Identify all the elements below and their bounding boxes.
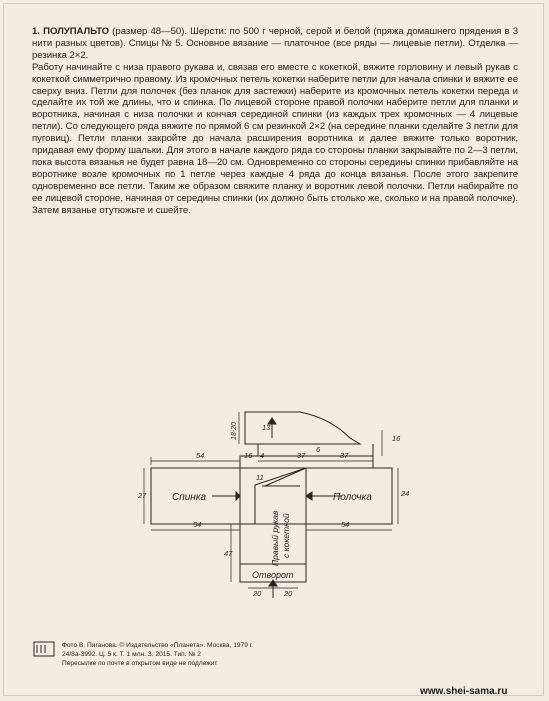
label-front: Полочка bbox=[333, 492, 372, 503]
dim-47: 47 bbox=[224, 549, 233, 558]
dim-18-20: 18-20 bbox=[231, 422, 238, 440]
label-cuff: Отворот bbox=[252, 570, 294, 580]
dim-54-top: 54 bbox=[196, 451, 205, 460]
dim-20b: 20 bbox=[284, 589, 293, 598]
footer bbox=[62, 641, 482, 669]
label-sleeve-1: Правый рукав bbox=[270, 510, 280, 566]
dim-4: 4 bbox=[260, 451, 265, 460]
dim-37b: 37 bbox=[340, 451, 349, 460]
label-back: Спинка bbox=[172, 492, 207, 503]
intro-text: (размер 48—50). Шерсти: по 500 г черной, серой и белой (пряжа домашнего прядения в 3 нити разных цветов). Спицы № 5. Основное вязание — платочное (все ряды — лицевые петли). Отделка — резинка 2×2. bbox=[32, 26, 519, 61]
item-number: 1. bbox=[32, 26, 40, 37]
dim-24: 24 bbox=[401, 489, 410, 498]
dim-11: 11 bbox=[256, 473, 264, 482]
dim-6: 6 bbox=[316, 445, 321, 454]
neck-line bbox=[265, 468, 306, 486]
footer-line-2: 24/8а-3992. Ц. 5 к. Т. 1 млн. З. 2015. Тип. № 2 bbox=[62, 651, 201, 659]
item-title: ПОЛУПАЛЬТО bbox=[43, 26, 110, 37]
site-watermark: www.shei-sama.ru bbox=[420, 686, 508, 697]
footer-line-1: Фото В. Пиганова. © Издательство «Планета». Москва, 1979 г. bbox=[62, 642, 254, 649]
label-sleeve-2: с кокеткой bbox=[281, 513, 291, 558]
dim-20: 20 bbox=[253, 589, 262, 598]
dim-54-bottom-right: 54 bbox=[341, 520, 350, 529]
dim-16: 16 bbox=[244, 451, 253, 460]
dim-27: 27 bbox=[138, 491, 147, 500]
dim-13: 13 bbox=[262, 423, 271, 432]
body-paragraph: Работу начинайте с низа правого рукава и, связав его вместе с кокеткой, вяжите горловину и левый рукав с кокеткой симметрично правому. Из кромочных петель кокетки наберите петли для начала спинки и вяжите ее сверху вниз. Петли для полочек (без планок для застежки) наберите из кромочных петель кокетки переда и сделайте их той же длины, что и спинка. По лицевой стороне правой полочки наберите петли для планки и воротника, начиная с низа полочки и кончая серединой спинки (из каждых трех кромочных — 4 лицевые петли). Со следующего ряда вяжите по прямой 6 см резинкой 2×2 (на середине планки сделайте 3 петли для пуговиц). Петли планки закройте до начала расширения воротника и далее вяжите только воротник, придавая ему форму шальки. Для этого в начале каждого ряда со стороны планки закрывайте по 2—3 петли, пока высота вязанья не будет равна 18—20 см. Одновременно со стороны середины спинки прибавляйте на воротнике возле кромочных по 1 петле через каждые 4 ряда до конца вязанья. После этого закрепите одновременно все петли. Таким же образом свяжите планку и воротник левой полочки. Петли набирайте по ее лицевой стороне, начиная от середины спинки (их должно быть столько же, сколько и на правой полочке). Затем вязанье отутюжьте и сшейте. bbox=[32, 61, 518, 216]
publisher-logo-icon bbox=[33, 640, 57, 660]
footer-line-3: Пересылке по почте в открытом виде не подлежит bbox=[62, 660, 218, 668]
dim-16-right: 16 bbox=[392, 434, 401, 443]
dim-54-bottom: 54 bbox=[193, 520, 202, 529]
dim-37: 37 bbox=[297, 451, 306, 460]
